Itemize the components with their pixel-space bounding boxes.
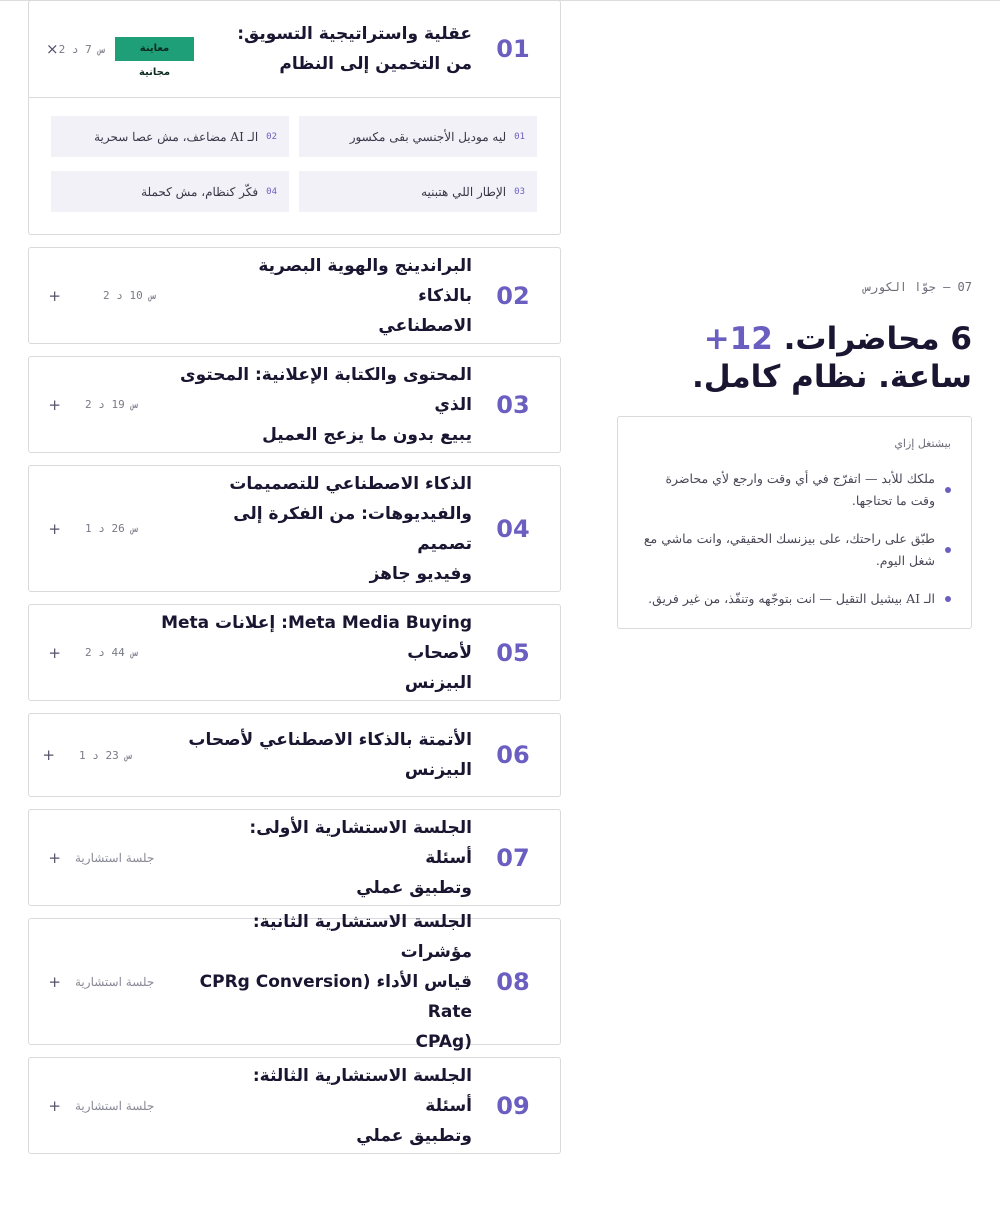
module-number: 01 xyxy=(496,35,530,63)
module-title-line: الذكاء الاصطناعي للتصميمات xyxy=(229,473,472,494)
module-number: 06 xyxy=(496,741,530,769)
lesson-item[interactable] xyxy=(51,171,289,212)
feature-text xyxy=(666,468,936,512)
list-item xyxy=(638,528,951,572)
module-title xyxy=(142,608,472,698)
expand-icon[interactable]: + xyxy=(48,519,61,538)
module-duration: 1 س 23 د xyxy=(79,748,132,762)
module-title-line: الجلسة الاستشارية الثالثة: أسئلة xyxy=(252,1065,472,1116)
module-item-07 xyxy=(28,809,561,906)
expand-icon[interactable]: + xyxy=(48,395,61,414)
expand-icon[interactable]: + xyxy=(48,1096,61,1115)
expand-icon[interactable]: + xyxy=(42,746,55,764)
module-title-line: البراندينج والهوية البصرية بالذكاء xyxy=(258,255,472,306)
module-title-line: الجلسة الاستشارية الثانية: مؤشرات xyxy=(252,911,472,962)
module-number: 04 xyxy=(496,514,530,543)
lesson-title: ليه موديل الأجنسي بقى مكسور xyxy=(349,129,507,144)
module-duration: 2 س 10 د xyxy=(103,289,156,302)
module-item-03 xyxy=(28,356,561,453)
module-title xyxy=(132,725,472,785)
module-title-line: وتطبيق عملي xyxy=(356,877,472,898)
module-meta xyxy=(29,973,182,991)
module-meta xyxy=(23,746,132,764)
module-number: 09 xyxy=(496,1091,530,1120)
module-title-line: Meta Media Buying: إعلانات Meta لأصحاب xyxy=(161,612,472,663)
module-list xyxy=(28,0,561,1166)
lesson-number: 01 xyxy=(514,131,525,142)
module-title xyxy=(212,813,472,903)
feature-line: طبّق على راحتك، على بيزنسك الحقيقي، وانت ماشي مع xyxy=(643,531,935,546)
module-meta xyxy=(27,37,212,78)
module-title-line: (CPAg xyxy=(415,1031,472,1052)
module-item-02 xyxy=(28,247,561,344)
list-item xyxy=(638,588,951,610)
module-item-09 xyxy=(28,1057,561,1154)
module-number: 07 xyxy=(496,843,530,872)
module-title-line: وتطبيق عملي xyxy=(356,1125,472,1146)
module-item-06 xyxy=(28,713,561,797)
module-duration: 2 س 19 د xyxy=(85,398,138,411)
bullet-dot-icon xyxy=(945,547,951,553)
headline-count: 6 xyxy=(950,321,972,357)
consultation-label: جلسة استشارية xyxy=(75,974,155,989)
headline-line-1 xyxy=(617,320,972,358)
module-meta xyxy=(29,520,182,538)
module-title-line: والفيديوهات: من الفكرة إلى تصميم xyxy=(233,503,472,554)
module-meta xyxy=(29,396,142,414)
list-item xyxy=(638,468,951,512)
feature-text xyxy=(648,588,935,610)
module-header[interactable] xyxy=(29,605,560,700)
module-header[interactable] xyxy=(29,1,560,97)
lesson-number: 04 xyxy=(266,186,277,197)
lesson-item[interactable] xyxy=(299,171,537,212)
lesson-title: الإطار اللي هتبنيه xyxy=(421,184,507,199)
module-number: 02 xyxy=(496,281,530,310)
feature-line: وقت ما تحتاجها. xyxy=(851,493,935,508)
module-title-line: وفيديو جاهز xyxy=(369,563,472,584)
module-number: 05 xyxy=(496,638,530,667)
how-it-works-box xyxy=(617,416,972,629)
expand-icon[interactable]: + xyxy=(48,286,61,305)
module-header[interactable] xyxy=(29,248,560,343)
module-title xyxy=(142,360,472,450)
module-duration: 1 س 26 د xyxy=(85,522,138,535)
module-item-04 xyxy=(28,465,561,592)
module-header[interactable] xyxy=(29,466,560,591)
module-title xyxy=(212,19,472,79)
course-summary xyxy=(617,270,972,629)
module-duration: 2 س 7 د xyxy=(58,42,105,56)
feature-line: الـ AI بيشيل التقيل — انت بتوجّهه وتنفّذ، من غير فريق. xyxy=(648,591,935,606)
module-title-line: عقلية واستراتيجية التسويق: xyxy=(237,24,472,44)
module-title-line: المحتوى والكتابة الإعلانية: المحتوى الذي xyxy=(180,364,472,415)
module-title-line: الأتمتة بالذكاء الاصطناعي لأصحاب البيزنس xyxy=(188,730,472,780)
module-header[interactable] xyxy=(29,357,560,452)
module-header[interactable] xyxy=(29,714,560,796)
module-title-line: من التخمين إلى النظام xyxy=(279,54,472,74)
feature-list xyxy=(638,468,951,610)
feature-line: ملكك للأبد — اتفرّج في أي وقت وارجع لأي محاضرة xyxy=(665,471,935,486)
module-item-08 xyxy=(28,911,561,1052)
module-meta xyxy=(29,849,212,867)
lesson-item[interactable] xyxy=(51,116,289,157)
module-number: 08 xyxy=(496,967,530,996)
expand-icon[interactable]: + xyxy=(48,848,61,867)
consultation-label: جلسة استشارية xyxy=(75,1098,155,1113)
feature-line: شغل اليوم. xyxy=(875,553,935,568)
module-meta xyxy=(29,287,212,305)
section-eyebrow: 07 — جوّا الكورس xyxy=(863,280,972,294)
page-title xyxy=(617,320,972,396)
collapse-icon[interactable]: × xyxy=(46,40,59,58)
module-title xyxy=(212,1061,472,1151)
module-meta xyxy=(29,1097,212,1115)
feature-text xyxy=(644,528,935,572)
module-title-line: البيزنس xyxy=(404,672,472,693)
lesson-item[interactable] xyxy=(299,116,537,157)
lesson-title: فكّر كنظام، مش كحملة xyxy=(141,184,259,199)
module-title-line: يبيع بدون ما يزعج العميل xyxy=(262,424,472,445)
headline-line-2: ساعة. نظام كامل. xyxy=(692,359,972,395)
module-lessons xyxy=(29,97,560,234)
module-title xyxy=(212,251,472,341)
expand-icon[interactable]: + xyxy=(48,643,61,662)
consultation-label: جلسة استشارية xyxy=(75,850,155,865)
module-title xyxy=(182,907,472,1057)
headline-hours: 12+ xyxy=(703,321,773,357)
bullet-dot-icon xyxy=(945,487,951,493)
expand-icon[interactable]: + xyxy=(48,972,61,991)
module-duration: 2 س 44 د xyxy=(85,646,138,659)
module-meta xyxy=(29,644,142,662)
module-title-line: قياس الأداء (CPRg Conversion Rate xyxy=(199,971,472,1022)
box-label: بيشتغل إزاي xyxy=(894,437,951,450)
module-header[interactable] xyxy=(29,810,560,905)
module-header[interactable] xyxy=(29,911,560,1052)
module-item-01 xyxy=(28,0,561,235)
free-preview-badge[interactable]: معاينة مجانية xyxy=(115,37,194,61)
module-title-line: الاصطناعي xyxy=(378,315,472,336)
lesson-number: 03 xyxy=(514,186,525,197)
module-item-05 xyxy=(28,604,561,701)
module-title-line: الجلسة الاستشارية الأولى: أسئلة xyxy=(249,817,472,868)
lesson-number: 02 xyxy=(266,131,277,142)
module-title xyxy=(182,469,472,589)
lesson-title: الـ AI مضاعف، مش عصا سحرية xyxy=(94,129,259,144)
headline-word: محاضرات. xyxy=(783,321,940,357)
module-header[interactable] xyxy=(29,1058,560,1153)
module-number: 03 xyxy=(496,390,530,419)
bullet-dot-icon xyxy=(945,596,951,602)
